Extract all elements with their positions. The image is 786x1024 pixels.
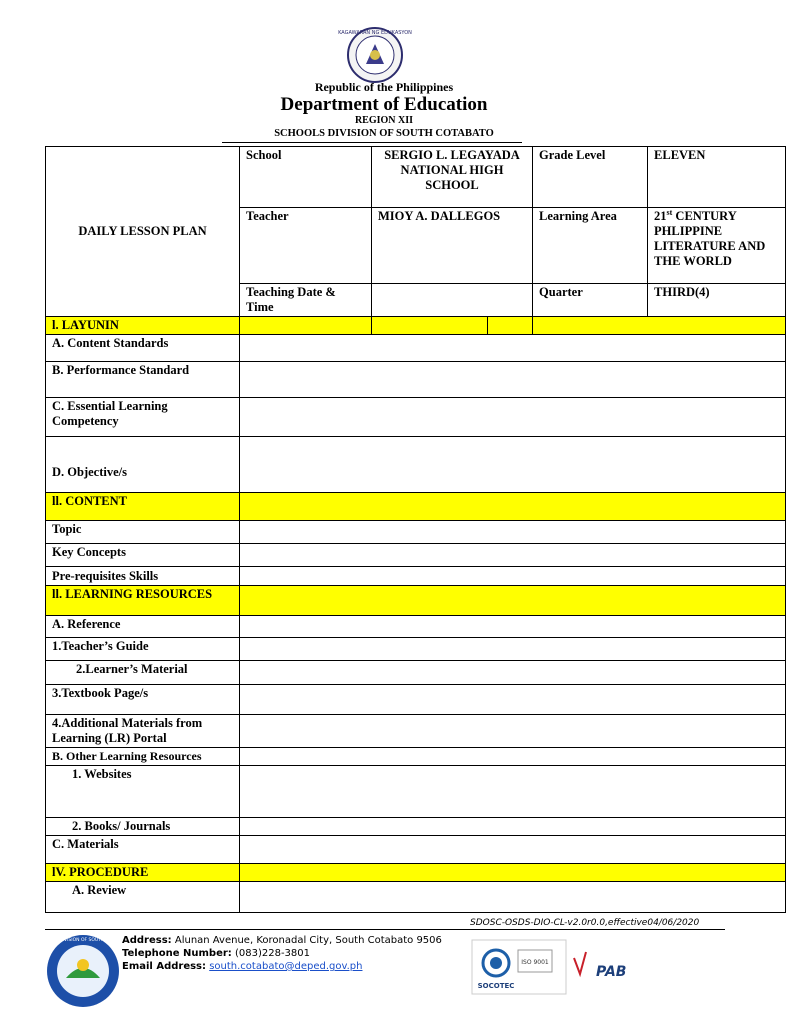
svg-text:ISO 9001: ISO 9001 (521, 959, 549, 966)
layunin-cell (488, 317, 533, 335)
content-standards-label: A. Content Standards (46, 335, 240, 362)
teaching-date-label: Teaching Date & Time (240, 284, 372, 317)
svg-text:PAB: PAB (596, 964, 627, 980)
learners-material-label: 2.Learner’s Material (46, 661, 240, 685)
websites-field[interactable] (240, 766, 786, 818)
section-content: ll. CONTENT (46, 493, 240, 521)
school-value: SERGIO L. LEGAYADA NATIONAL HIGH SCHOOL (372, 147, 533, 208)
division-heading: SCHOOLS DIVISION OF SOUTH COTABATO (274, 128, 494, 139)
grade-level-value: ELEVEN (648, 147, 786, 208)
materials-field[interactable] (240, 836, 786, 864)
layunin-cell (533, 317, 786, 335)
content-yellow-cell (240, 493, 786, 521)
svg-text:KAGAWARAN NG EDUKASYON: KAGAWARAN NG EDUKASYON (338, 30, 412, 36)
topic-field[interactable] (240, 521, 786, 544)
section-learning-resources: ll. LEARNING RESOURCES (46, 586, 240, 616)
footer-divider (45, 929, 725, 930)
email-link[interactable]: south.cotabato@deped.gov.ph (209, 961, 363, 972)
learning-area-label: Learning Area (533, 208, 648, 284)
deped-seal-logo (340, 26, 410, 84)
lesson-plan-table (45, 146, 786, 913)
dlp-title: DAILY LESSON PLAN (46, 147, 240, 317)
content-standards-field[interactable] (240, 335, 786, 362)
books-journals-label: 2. Books/ Journals (46, 818, 240, 836)
teacher-label: Teacher (240, 208, 372, 284)
key-concepts-field[interactable] (240, 544, 786, 567)
performance-standard-label: B. Performance Standard (46, 362, 240, 398)
division-seal-logo (35, 932, 131, 1010)
essential-competency-label: C. Essential Learning Competency (46, 398, 240, 437)
reference-label: A. Reference (46, 616, 240, 638)
department-heading: Department of Education (280, 94, 488, 115)
section-layunin: l. LAYUNIN (46, 317, 240, 335)
quarter-label: Quarter (533, 284, 648, 317)
quarter-value: THIRD(4) (648, 284, 786, 317)
header-divider (222, 142, 522, 143)
document-code: SDOSC-OSDS-DIO-CL-v2.0r0.0,effective04/06/2020 (470, 918, 700, 928)
section-procedure: lV. PROCEDURE (46, 864, 240, 882)
materials-label: C. Materials (46, 836, 240, 864)
learning-area-value: 21st CENTURY PHLIPPINE LITERATURE AND THE WORLD (648, 208, 786, 284)
certification-logos (470, 936, 627, 996)
review-field[interactable] (240, 882, 786, 913)
footer-address-block (122, 934, 442, 973)
objectives-field[interactable] (240, 437, 786, 493)
teacher-value: MIOY A. DALLEGOS (372, 208, 533, 284)
key-concepts-label: Key Concepts (46, 544, 240, 567)
region-heading: REGION XII (354, 115, 414, 126)
other-resources-label: B. Other Learning Resources (46, 748, 240, 766)
school-label: School (240, 147, 372, 208)
topic-label: Topic (46, 521, 240, 544)
learners-material-field[interactable] (240, 661, 786, 685)
republic-heading: Republic of the Philippines (314, 80, 454, 94)
prereq-field[interactable] (240, 567, 786, 586)
email-line: Email Address: south.cotabato@deped.gov.ph (122, 961, 363, 972)
websites-label: 1. Websites (46, 766, 240, 818)
essential-competency-field[interactable] (240, 398, 786, 437)
objectives-label: D. Objective/s (46, 437, 240, 493)
teaching-date-value (372, 284, 533, 317)
textbook-label: 3.Textbook Page/s (46, 685, 240, 715)
performance-standard-field[interactable] (240, 362, 786, 398)
other-resources-field[interactable] (240, 748, 786, 766)
review-label: A. Review (46, 882, 240, 913)
additional-materials-field[interactable] (240, 715, 786, 748)
additional-materials-label: 4.Additional Materials from Learning (LR) Portal (46, 715, 240, 748)
textbook-field[interactable] (240, 685, 786, 715)
svg-text:SOCOTEC: SOCOTEC (477, 982, 515, 990)
svg-text:SCHOOLS DIVISION OF SOUTH COTA: SCHOOLS DIVISION OF SOUTH COTABATO (35, 938, 131, 943)
reference-field[interactable] (240, 616, 786, 638)
procedure-yellow-cell (240, 864, 786, 882)
layunin-cell (240, 317, 372, 335)
teachers-guide-label: 1.Teacher’s Guide (46, 638, 240, 661)
phone-line: Telephone Number: (083)228-3801 (122, 948, 311, 959)
layunin-cell (372, 317, 488, 335)
teachers-guide-field[interactable] (240, 638, 786, 661)
grade-level-label: Grade Level (533, 147, 648, 208)
prereq-label: Pre-requisites Skills (46, 567, 240, 586)
address-line: Address: Alunan Avenue, Koronadal City, South Cotabato 9506 (122, 935, 442, 946)
books-journals-field[interactable] (240, 818, 786, 836)
learning-resources-yellow-cell (240, 586, 786, 616)
